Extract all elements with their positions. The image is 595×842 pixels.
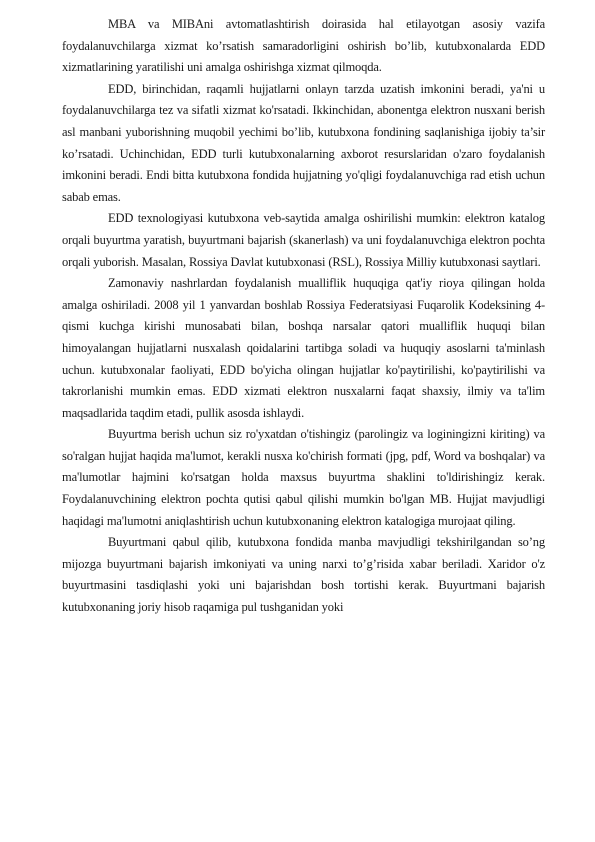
paragraph-6: Buyurtmani qabul qilib, kutubxona fondida manba mavjudligi tekshirilgandan so’ng mijozga buyurtmani bajarish imkoniyati va uning narxi to’g’risida xabar beriladi. Xaridor o'z buyurtmasini tasdiqlashi yoki uni bajarishdan bosh tortishi kerak. Buyurtmani bajarish kutubxonaning joriy hisob raqamiga pul tushganidan yoki (62, 535, 545, 615)
paragraph-2: EDD, birinchidan, raqamli hujjatlarni onlayn tarzda uzatish imkonini beradi, ya'ni u foydalanuvchilarga tez va sifatli xizmat ko'rsatadi. Ikkinchidan, abonentga elektron nusxani berish asl manbani yuborishning muqobil yechimi bo’lib, kutubxona fondining saqlanishiga ijobiy ta’sir ko’rsatadi. Uchinchidan, EDD turli kutubxonalarning axborot resurslaridan o'zaro foydalanish imkonini beradi. Endi bitta kutubxona fondida hujjatning yo'qligi foydalanuvchiga rad etish uchun sabab emas. (62, 81, 545, 204)
paragraph-4: Zamonaviy nashrlardan foydalanish mualliflik huquqiga qat'iy rioya qilingan holda amalga oshiriladi. 2008 yil 1 yanvardan boshlab Rossiya Federatsiyasi Fuqarolik Kodeksining 4-qismi kuchga kirishi munosabati bilan, boshqa narsalar qatori mualliflik huquqi bilan himoyalangan hujjatlarni nusxalash qoidalarini tartibga soladi va huquqiy asoslarni ta'minlash uchun. kutubxonalar faoliyati, EDD bo'yicha olingan hujjatlar ko'paytirilishi, ko'paytirilishi va takrorlanishi mumkin emas. EDD xizmati elektron nusxalarni faqat shaxsiy, ilmiy va ta'lim maqsadlarida taqdim etadi, pullik asosda ishlaydi. (62, 276, 545, 420)
paragraph-5: Buyurtma berish uchun siz ro'yxatdan o'tishingiz (parolingiz va loginingizni kiriting) va so'ralgan hujjat haqida ma'lumot, kerakli nusxa ko'chirish formati (jpg, pdf, Word va boshqalar) va ma'lumotlar hajmini ko'rsatgan holda maxsus buyurtma shaklini to'ldirishingiz kerak. Foydalanuvchining elektron pochta qutisi qabul qilishi mumkin bo'lgan MB. Hujjat mavjudligi haqidagi ma'lumotni aniqlashtirish uchun kutubxonaning elektron katalogiga murojaat qiling. (62, 427, 545, 528)
paragraph-3: EDD texnologiyasi kutubxona veb-saytida amalga oshirilishi mumkin: elektron katalog orqali buyurtma yaratish, buyurtmani bajarish (skanerlash) va uni foydalanuvchiga elektron pochta orqali yuborish. Masalan, Rossiya Davlat kutubxonasi (RSL), Rossiya Milliy kutubxonasi saytlari. (62, 211, 545, 269)
paragraph-1: MBA va MIBAni avtomatlashtirish doirasida hal etilayotgan asosiy vazifa foydalanuvchilarga xizmat ko’rsatish samaradorligini oshirish bo’lib, kutubxonalarda EDD xizmatlarining yaratilishi uni amalga oshirishga xizmat qilmoqda. (62, 17, 545, 75)
document-page (62, 14, 545, 619)
